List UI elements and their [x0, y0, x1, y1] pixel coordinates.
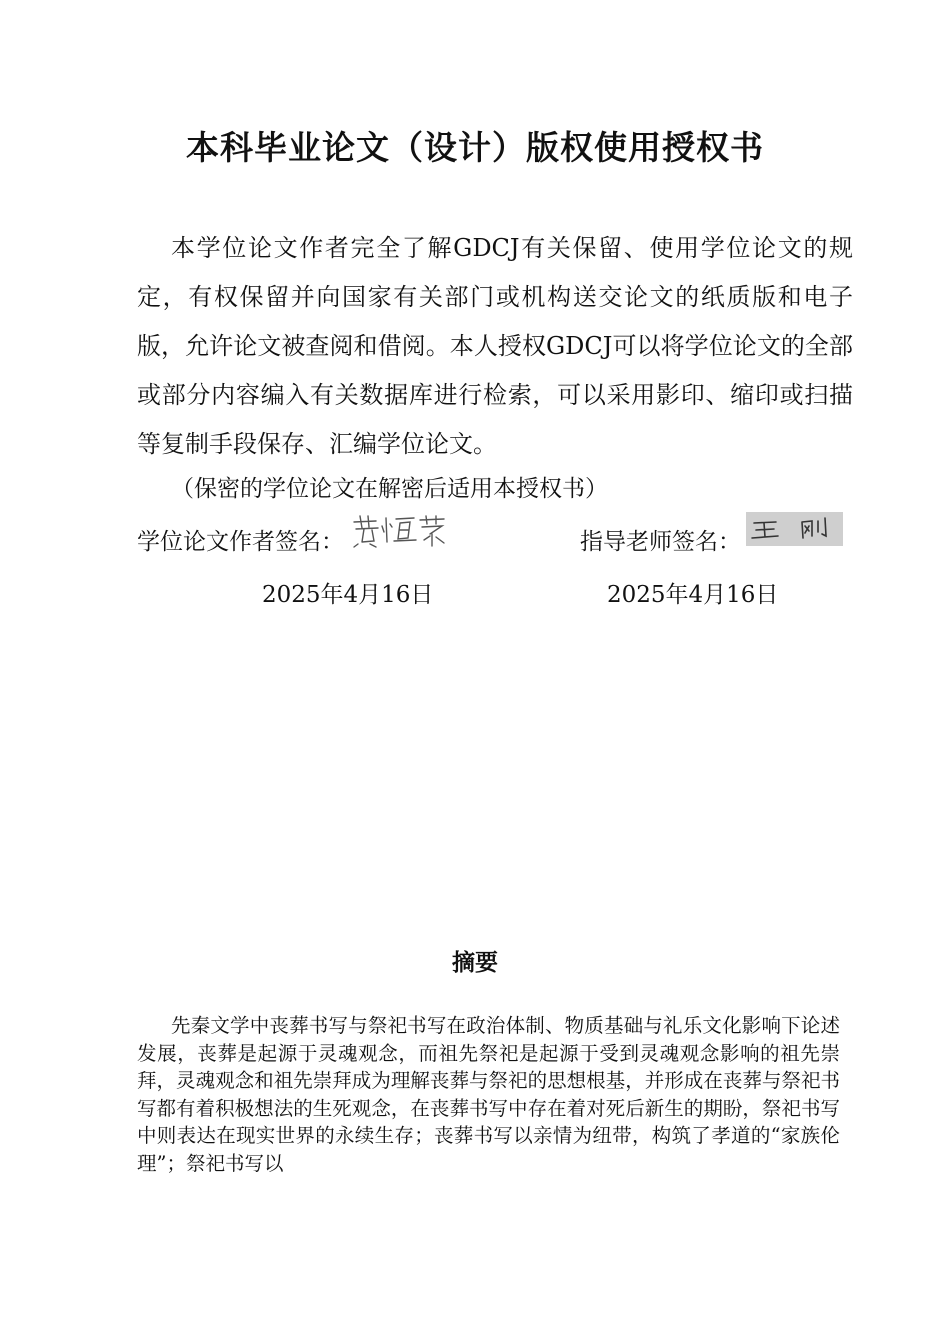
- abstract-text: 先秦文学中丧葬书写与祭祀书写在政治体制、物质基础与礼乐文化影响下论述发展，丧葬是起源于灵魂观念，而祖先祭祀是起源于受到灵魂观念影响的祖先崇拜，灵魂观念和祖先崇拜成为理解丧葬与祭祀的思想根基，并形成在丧葬与祭祀书写都有着积极想法的生死观念，在丧葬书写中存在着对死后新生的期盼，祭祀书写中则表达在现实世界的永续生存；丧葬书写以亲情为纽带，构筑了孝道的“家族伦理”；祭祀书写以: [137, 1014, 840, 1175]
- author-date: 2025年4月16日: [262, 582, 434, 608]
- author-signature-label: 学位论文作者签名：: [137, 529, 344, 555]
- authorization-paragraph: 本学位论文作者完全了解GDCJ有关保留、使用学位论文的规定，有权保留并向国家有关部门或机构送交论文的纸质版和电子版，允许论文被查阅和借阅。本人授权GDCJ可以将学位论文的全部或部分内容编入有关数据库进行检索，可以采用影印、缩印或扫描等复制手段保存、汇编学位论文。: [137, 234, 853, 458]
- advisor-date: 2025年4月16日: [607, 582, 779, 608]
- abstract-heading: 摘要: [452, 950, 498, 976]
- advisor-signature-image: [746, 512, 843, 546]
- document-title: 本科毕业论文（设计）版权使用授权书: [186, 128, 764, 167]
- confidential-note: （保密的学位论文在解密后适用本授权书）: [171, 476, 608, 502]
- author-signature-image: [350, 512, 450, 548]
- advisor-signature-label: 指导老师签名：: [580, 529, 741, 555]
